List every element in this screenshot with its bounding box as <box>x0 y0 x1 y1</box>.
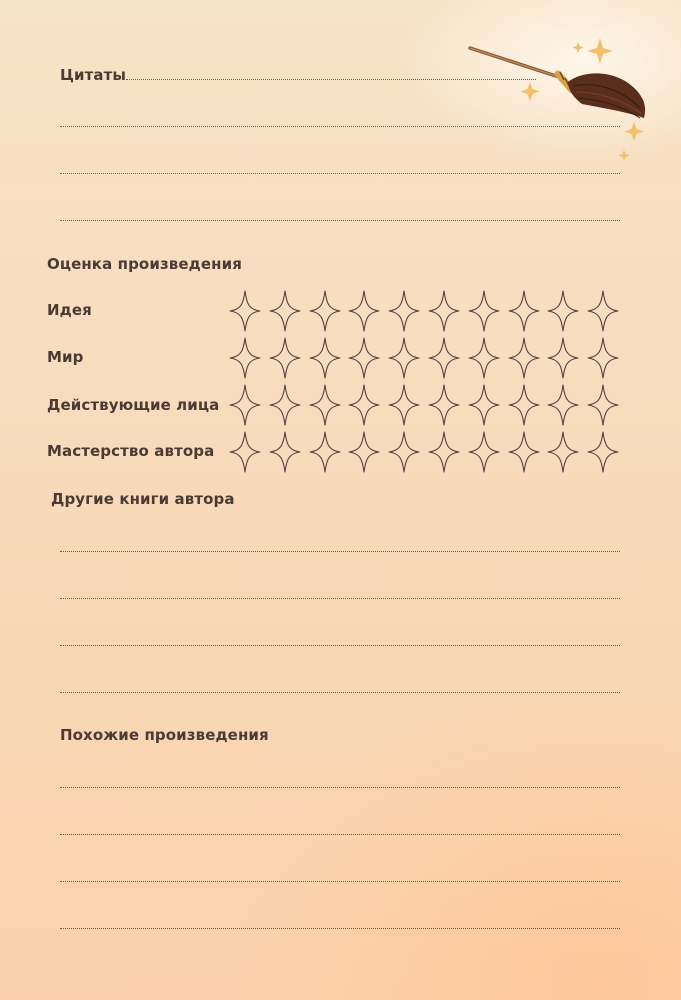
rating-star-icon[interactable] <box>268 336 302 380</box>
rating-star-icon[interactable] <box>507 336 541 380</box>
similar-line-2[interactable] <box>60 834 620 835</box>
rating-star-icon[interactable] <box>467 336 501 380</box>
rating-star-icon[interactable] <box>308 430 342 474</box>
rating-star-icon[interactable] <box>308 289 342 333</box>
rating-star-icon[interactable] <box>586 289 620 333</box>
rating-stars-mastery <box>228 430 624 474</box>
rating-star-icon[interactable] <box>427 430 461 474</box>
rating-star-icon[interactable] <box>268 430 302 474</box>
rating-star-icon[interactable] <box>467 430 501 474</box>
rating-star-icon[interactable] <box>228 336 262 380</box>
rating-star-icon[interactable] <box>467 289 501 333</box>
rating-label-idea: Идея <box>47 301 92 319</box>
rating-star-icon[interactable] <box>586 336 620 380</box>
rating-star-icon[interactable] <box>347 336 381 380</box>
rating-star-icon[interactable] <box>546 383 580 427</box>
rating-star-icon[interactable] <box>268 289 302 333</box>
other-books-line-3[interactable] <box>60 645 620 646</box>
quotes-line-4[interactable] <box>60 220 620 221</box>
rating-label-world: Мир <box>47 348 84 366</box>
rating-star-icon[interactable] <box>387 289 421 333</box>
rating-star-icon[interactable] <box>467 383 501 427</box>
rating-star-icon[interactable] <box>507 383 541 427</box>
rating-heading: Оценка произведения <box>47 255 242 273</box>
rating-star-icon[interactable] <box>387 383 421 427</box>
rating-star-icon[interactable] <box>546 289 580 333</box>
quotes-line-3[interactable] <box>60 173 620 174</box>
similar-line-4[interactable] <box>60 928 620 929</box>
rating-label-mastery: Мастерство автора <box>47 442 215 460</box>
rating-star-icon[interactable] <box>308 383 342 427</box>
rating-star-icon[interactable] <box>546 430 580 474</box>
other-books-line-1[interactable] <box>60 551 620 552</box>
rating-star-icon[interactable] <box>507 430 541 474</box>
rating-star-icon[interactable] <box>507 289 541 333</box>
rating-star-icon[interactable] <box>546 336 580 380</box>
rating-star-icon[interactable] <box>387 336 421 380</box>
rating-star-icon[interactable] <box>586 383 620 427</box>
other-books-line-4[interactable] <box>60 692 620 693</box>
rating-stars-characters <box>228 383 624 427</box>
similar-heading: Похожие произведения <box>60 726 269 744</box>
similar-line-1[interactable] <box>60 787 620 788</box>
rating-stars-idea <box>228 289 624 333</box>
rating-star-icon[interactable] <box>427 383 461 427</box>
broom-icon <box>450 0 681 190</box>
rating-star-icon[interactable] <box>427 336 461 380</box>
quotes-heading: Цитаты <box>60 66 127 84</box>
rating-star-icon[interactable] <box>586 430 620 474</box>
rating-label-characters: Действующие лица <box>47 396 220 414</box>
rating-star-icon[interactable] <box>268 383 302 427</box>
rating-star-icon[interactable] <box>347 383 381 427</box>
rating-star-icon[interactable] <box>228 430 262 474</box>
rating-star-icon[interactable] <box>387 430 421 474</box>
other-books-line-2[interactable] <box>60 598 620 599</box>
rating-star-icon[interactable] <box>308 336 342 380</box>
rating-star-icon[interactable] <box>347 289 381 333</box>
rating-star-icon[interactable] <box>228 383 262 427</box>
rating-star-icon[interactable] <box>228 289 262 333</box>
quotes-line-1[interactable] <box>126 79 536 80</box>
similar-line-3[interactable] <box>60 881 620 882</box>
other-books-heading: Другие книги автора <box>51 490 235 508</box>
rating-stars-world <box>228 336 624 380</box>
rating-star-icon[interactable] <box>427 289 461 333</box>
rating-star-icon[interactable] <box>347 430 381 474</box>
quotes-line-2[interactable] <box>60 126 620 127</box>
